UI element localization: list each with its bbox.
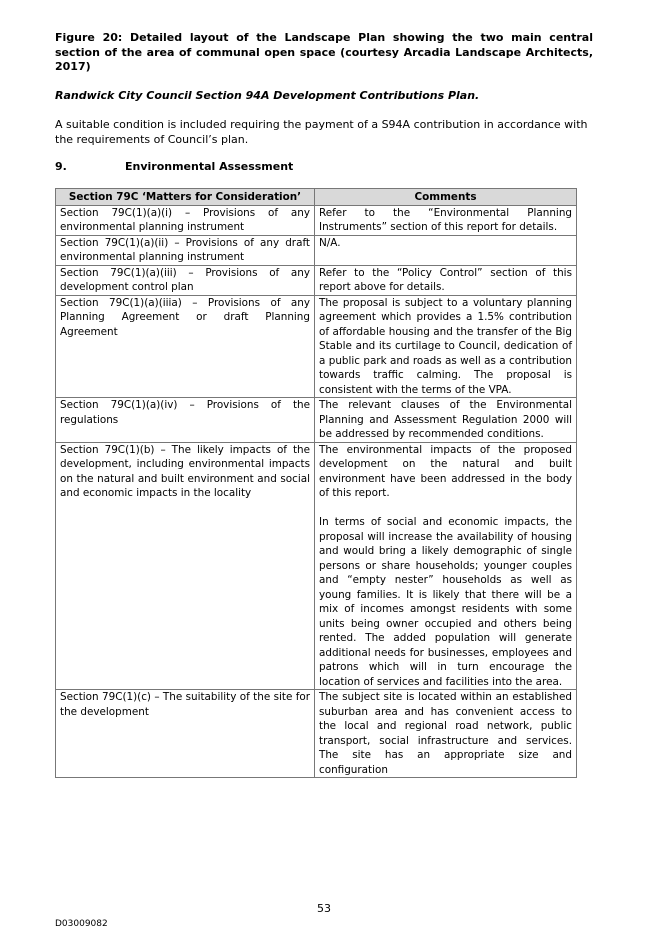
comment-cell: The relevant clauses of the Environmental Planning and Assessment Regulation 2000 will be addressed by recommended conditions. (315, 398, 577, 443)
table-row (56, 205, 577, 235)
comment-cell: The subject site is located within an established suburban area and has convenient access to the local and regional road network, public transport, social infrastructure and services. The site has an appropriate size and configuration (315, 690, 577, 778)
table-row (56, 690, 577, 778)
matter-cell: Section 79C(1)(a)(ii) – Provisions of any draft environmental planning instrument (56, 235, 315, 265)
matter-cell: Section 79C(1)(a)(iii) – Provisions of any development control plan (56, 265, 315, 295)
document-reference: D03009082 (55, 919, 108, 929)
comment-paragraph: In terms of social and economic impacts, the proposal will increase the availability of housing and would bring a likely demographic of single persons or share households; younger couples and “empty nester” households as well as young families. It is likely that there will be a mix of incomes amongst residents with some units being owner occupied and others being rented. The added population will generate additional needs for businesses, employees and patrons which will in turn encourage the location of services and facilities into the area. (319, 516, 572, 688)
matters-column-header: Section 79C ‘Matters for Consideration’ (56, 189, 315, 206)
table-row (56, 398, 577, 443)
comments-column-header: Comments (315, 189, 577, 206)
matter-cell: Section 79C(1)(a)(iiia) – Provisions of any Planning Agreement or draft Planning Agreement (56, 295, 315, 398)
table-row (56, 442, 577, 690)
section-heading (55, 160, 293, 174)
contributions-plan-heading: Randwick City Council Section 94A Development Contributions Plan. (55, 89, 480, 102)
comment-cell: Refer to the “Environmental Planning Instruments” section of this report for details. (315, 205, 577, 235)
section-number: 9. (55, 160, 67, 173)
table-row (56, 295, 577, 398)
figure-caption: Figure 20: Detailed layout of the Landscape Plan showing the two main central section of the area of communal open space (courtesy Arcadia Landscape Architects, 2017) (55, 31, 593, 73)
comment-cell: Refer to the “Policy Control” section of this report above for details. (315, 265, 577, 295)
table-row (56, 235, 577, 265)
section-title: Environmental Assessment (125, 160, 294, 173)
matter-cell: Section 79C(1)(c) – The suitability of the site for the development (56, 690, 315, 778)
paragraph-gap (319, 501, 572, 516)
contributions-paragraph: A suitable condition is included requiring the payment of a S94A contribution in accordance with the requirements of Council’s plan. (55, 118, 588, 146)
comment-cell (315, 442, 577, 690)
comment-paragraph: The environmental impacts of the proposed development on the natural and built environment have been addressed in the body of this report. (319, 443, 572, 499)
matter-cell: Section 79C(1)(a)(iv) – Provisions of the regulations (56, 398, 315, 443)
matter-cell: Section 79C(1)(a)(i) – Provisions of any environmental planning instrument (56, 205, 315, 235)
comment-cell: The proposal is subject to a voluntary planning agreement which provides a 1.5% contribution of affordable housing and the transfer of the Big Stable and its curtilage to Council, dedication of a public park and roads as well as a contribution towards traffic calming. The proposal is consistent with the terms of the VPA. (315, 295, 577, 398)
table-header-row (56, 189, 577, 206)
table-row (56, 265, 577, 295)
page-number: 53 (317, 902, 331, 915)
comment-cell: N/A. (315, 235, 577, 265)
assessment-table (55, 188, 577, 778)
matter-cell: Section 79C(1)(b) – The likely impacts of the development, including environmental impacts on the natural and built environment and social and economic impacts in the locality (56, 442, 315, 690)
